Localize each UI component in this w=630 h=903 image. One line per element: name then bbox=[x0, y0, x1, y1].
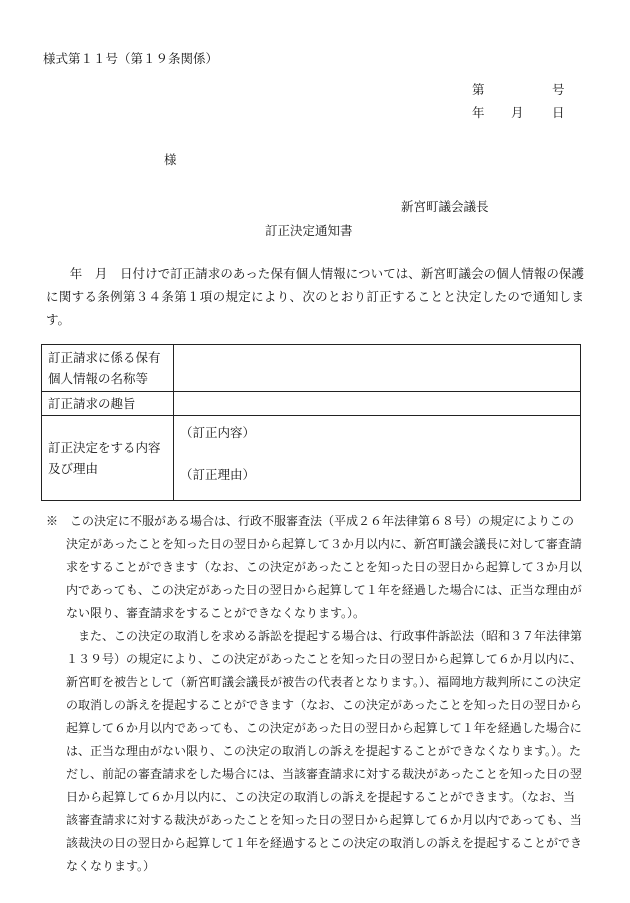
name-label: 訂正請求に係る保有 個人情報の名称等 bbox=[42, 345, 174, 392]
note-lawsuit: また、この決定の取消しを求める訴訟を提起する場合は、行政事件訴訟法（昭和３７年法律第１３９号）の規定により、この決定があったことを知った日の翌日から起算して６か月以内に、新宮町を被告として（新宮町議会議長が被告の代表者となります。）、福岡地方裁判所にこの決定の取消しの訴えを提起することができます（なお、この決定があったことを知った日の翌日から起算して６か月以内であっても、この決定があった日の翌日から起算して１年を経過した場合には、正当な理由がない限り、この決定の取消しの訴えを提起することができなくなります。）。ただし、前記の審査請求をした場合には、当該審査請求に対する裁決があったことを知った日の翌日から起算して６か月以内に、この決定の取消しの訴えを提起することができます。（なお、当該審査請求に対する裁決があったことを知った日の翌日から起算して６か月以内であっても、当該裁決の日の翌日から起算して１年を経過するとこの決定の取消しの訴えを提起することができなくなります。） bbox=[66, 629, 583, 873]
correction-reason-label: （訂正理由） bbox=[180, 467, 256, 482]
date-year: 年 bbox=[472, 105, 485, 120]
form-number: 様式第１１号（第１９条関係） bbox=[43, 51, 219, 66]
addressee-suffix: 様 bbox=[164, 152, 177, 167]
purpose-label: 訂正請求の趣旨 bbox=[42, 392, 174, 416]
purpose-value bbox=[174, 392, 581, 416]
date-day: 日 bbox=[552, 105, 565, 120]
info-table bbox=[41, 344, 581, 501]
date-month: 月 bbox=[511, 105, 524, 120]
note-appeal: ※ この決定に不服がある場合は、行政不服審査法（平成２６年法律第６８号）の規定によりこの決定があったことを知った日の翌日から起算して３か月以内に、新宮町議会議長に対して審査請求をすることができます（なお、この決定があったことを知った日の翌日から起算して３か月以内であっても、この決定があった日の翌日から起算して１年を経過した場合には、正当な理由がない限り、審査請求をすることができなくなります。）。 bbox=[46, 514, 582, 620]
table-row-purpose bbox=[42, 392, 581, 416]
name-value bbox=[174, 345, 581, 392]
body-text: 年 月 日付けで訂正請求のあった保有個人情報については、新宮町議会の個人情報の保護に関する条例第３４条第１項の規定により、次のとおり訂正することと決定したので通知します。 bbox=[46, 266, 584, 327]
doc-number-prefix: 第 bbox=[472, 82, 485, 97]
doc-number-suffix: 号 bbox=[552, 82, 565, 97]
decision-value bbox=[174, 416, 581, 501]
table-row-name bbox=[42, 345, 581, 392]
sender: 新宮町議会議長 bbox=[401, 199, 489, 214]
notes bbox=[46, 510, 584, 878]
correction-content-label: （訂正内容） bbox=[180, 425, 256, 440]
document-title: 訂正決定通知書 bbox=[265, 223, 353, 238]
decision-label: 訂正決定をする内容 及び理由 bbox=[42, 416, 174, 501]
table-row-decision bbox=[42, 416, 581, 501]
